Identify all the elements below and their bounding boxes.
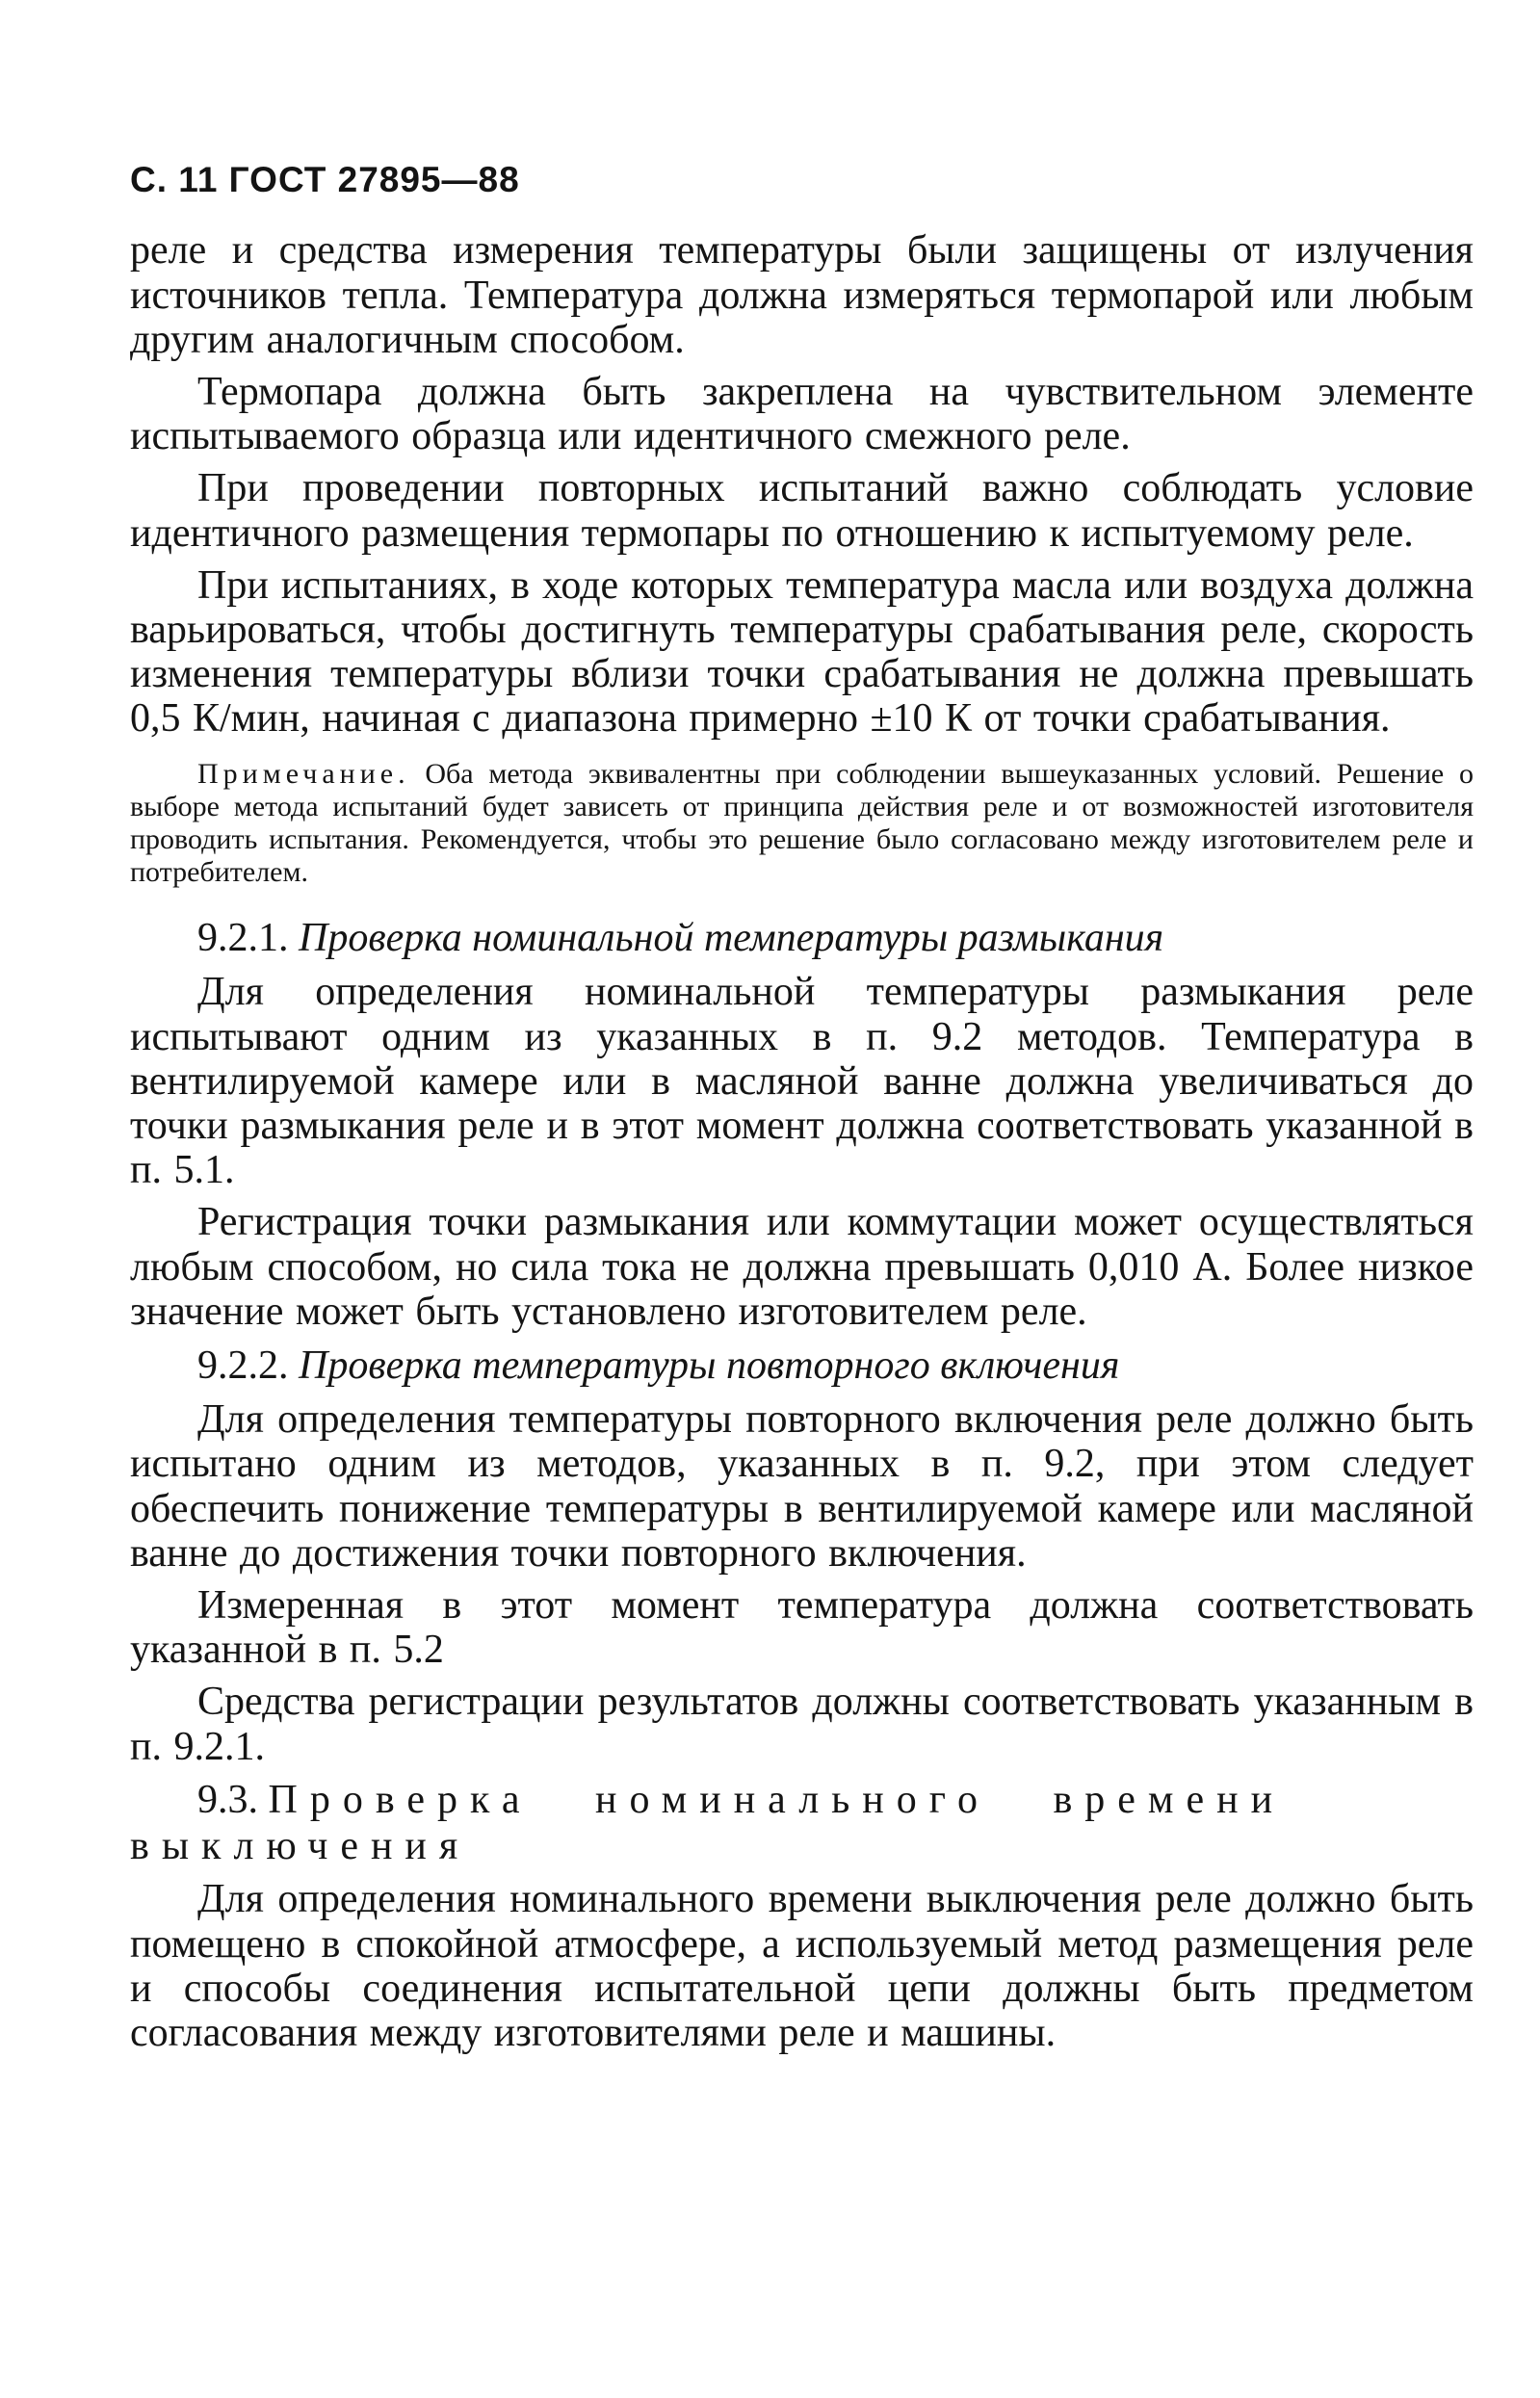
section-9-3-heading: [130, 1777, 1474, 1870]
section-9-2-1-paragraph-2: Регистрация точки размыкания или коммутации может осуществляться любым способом, но сила тока не должна превышать 0,010 А. Более низкое значение может быть установлено изготовителем реле.: [130, 1200, 1474, 1334]
note-text: Оба метода эквивалентны при соблюдении вышеуказанных условий. Решение о выборе метода испытаний будет зависеть от принципа действия реле и от возможностей изготовителя проводить испытания. Рекомендуется, чтобы это решение было согласовано между изготовителем реле и потребителем.: [130, 758, 1474, 889]
section-9-2-1-title: Проверка номинальной температуры размыкания: [299, 916, 1164, 961]
section-9-2-2-paragraph-1: Для определения температуры повторного включения реле должно быть испытано одним из методов, указанных в п. 9.2, при этом следует обеспечить понижение температуры в вентилируемой камере или масляной ванне до достижения точки повторного включения.: [130, 1397, 1474, 1576]
section-9-2-1-paragraph-1: Для определения номинальной температуры размыкания реле испытывают одним из указанных в п. 9.2 методов. Температура в вентилируемой камере или в масляной ванне должна увеличиваться до точки размыкания реле и в этот момент должна соответствовать указанной в п. 5.1.: [130, 970, 1474, 1193]
section-9-2-1-number: 9.2.1.: [197, 916, 289, 961]
section-9-3-paragraph-1: Для определения номинального времени выключения реле должно быть помещено в спокойной атмосфере, а используемый метод размещения реле и способы соединения испытательной цепи должны быть предметом согласования между изготовителями реле и машины.: [130, 1877, 1474, 2055]
paragraph-continued: реле и средства измерения температуры были защищены от излучения источников тепла. Температура должна измеряться термопарой или любым другим аналогичным способом.: [130, 228, 1474, 362]
section-9-2-2-paragraph-3: Средства регистрации результатов должны соответствовать указанным в п. 9.2.1.: [130, 1680, 1474, 1769]
paragraph-rate-of-change: При испытаниях, в ходе которых температура масла или воздуха должна варьироваться, чтобы достигнуть температуры срабатывания реле, скорость изменения температуры вблизи точки срабатывания не должна превышать 0,5 К/мин, начиная с диапазона примерно ±10 К от точки срабатывания.: [130, 562, 1474, 742]
document-page: [130, 159, 1474, 2063]
section-9-2-1-heading: [130, 914, 1474, 962]
paragraph-repeat-tests: При проведении повторных испытаний важно соблюдать условие идентичного размещения термопары по отношению к испытуемому реле.: [130, 466, 1474, 556]
section-9-2-2-paragraph-2: Измеренная в этот момент температура должна соответствовать указанной в п. 5.2: [130, 1583, 1474, 1673]
paragraph-thermocouple: Термопара должна быть закреплена на чувствительном элементе испытываемого образца или идентичного смежного реле.: [130, 369, 1474, 459]
page-header: С. 11 ГОСТ 27895—88: [130, 160, 520, 199]
note-label: Примечание.: [197, 758, 410, 791]
section-9-3-number: 9.3.: [197, 1777, 258, 1822]
section-9-2-2-title: Проверка температуры повторного включения: [299, 1342, 1120, 1388]
section-9-2-2-number: 9.2.2.: [197, 1342, 289, 1388]
note: [130, 758, 1474, 889]
section-9-2-2-heading: [130, 1342, 1474, 1390]
section-9-3-title: Проверка номинального времени выключения: [130, 1777, 1286, 1869]
